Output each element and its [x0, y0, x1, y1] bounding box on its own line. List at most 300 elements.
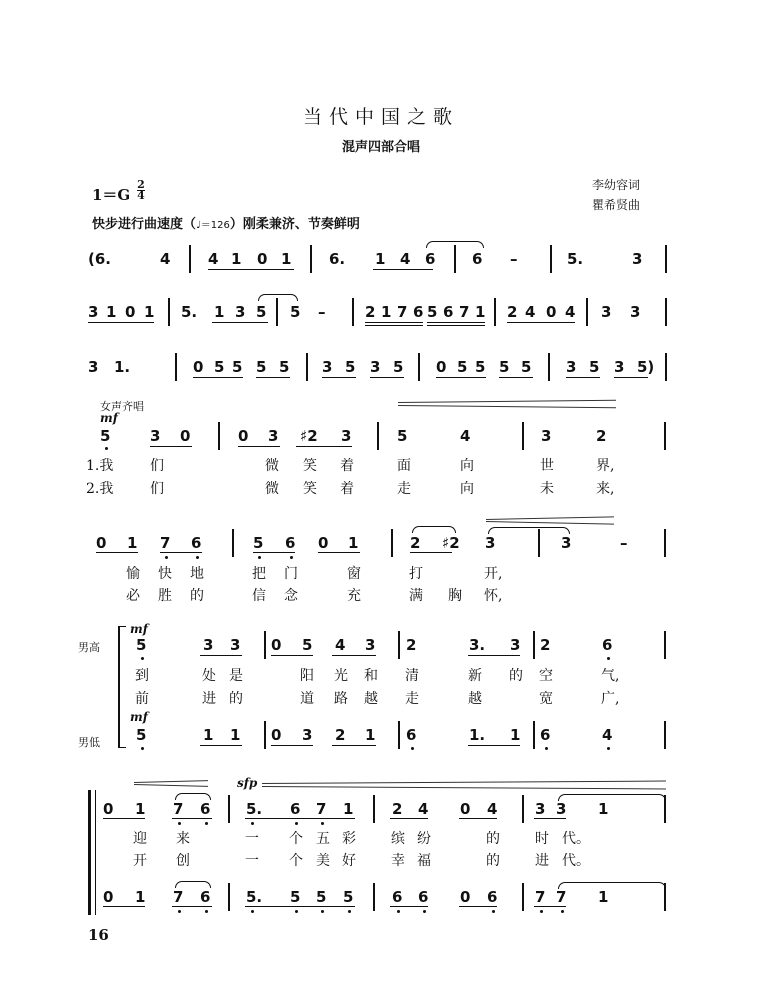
- barline: [218, 422, 220, 450]
- note: 5.: [567, 250, 584, 268]
- barline: [398, 721, 400, 749]
- note: 4: [208, 250, 219, 268]
- lyric: 向: [460, 458, 474, 474]
- lyric: 来,: [596, 481, 615, 497]
- note: 5: [475, 358, 486, 376]
- beam-line: [200, 745, 242, 746]
- note: 4: [400, 250, 411, 268]
- barline: [522, 883, 524, 911]
- note: 3: [535, 800, 546, 818]
- system-bracket-cap: [118, 626, 126, 627]
- note: 5: [316, 888, 327, 906]
- tie: [488, 527, 570, 534]
- note: 1: [230, 726, 241, 744]
- lyric: 越: [468, 691, 482, 707]
- note: 5: [136, 636, 147, 654]
- note: 2: [406, 636, 417, 654]
- note: 6: [472, 250, 483, 268]
- crescendo-hairpin: [398, 405, 616, 408]
- note: 0: [193, 358, 204, 376]
- note: 5.: [246, 800, 263, 818]
- lower-octave-dot: [348, 910, 351, 913]
- lyric: 必: [126, 588, 140, 604]
- note: 2: [410, 534, 421, 552]
- lyric: 处: [202, 668, 216, 684]
- lower-octave-dot: [295, 910, 298, 913]
- lyric: 幸: [391, 853, 405, 869]
- time-signature-bottom: 4: [137, 189, 145, 202]
- key-signature: 1＝G: [92, 186, 131, 204]
- note: 7: [459, 303, 470, 321]
- note: 5: [290, 888, 301, 906]
- lower-octave-dot: [105, 447, 108, 450]
- barline: [665, 298, 667, 326]
- note: 0: [271, 636, 282, 654]
- lyric: 缤: [391, 831, 405, 847]
- lower-octave-dot: [561, 910, 564, 913]
- lyricist-credit: 李幼容词: [592, 178, 641, 192]
- lyric: 的: [486, 853, 500, 869]
- barline: [168, 298, 170, 326]
- beam-line: [566, 377, 600, 378]
- barline: [264, 631, 266, 659]
- lyric: 世: [540, 458, 554, 474]
- note: 1: [203, 726, 214, 744]
- note: 6: [392, 888, 403, 906]
- lyric: 快: [158, 566, 172, 582]
- note: 0: [257, 250, 268, 268]
- lyric: 是: [229, 668, 243, 684]
- barline: [664, 721, 666, 749]
- lyric: 界,: [596, 458, 615, 474]
- page-number: 16: [88, 926, 109, 944]
- note: 3: [541, 427, 552, 445]
- lower-octave-dot: [141, 747, 144, 750]
- beam-line: [459, 818, 497, 819]
- barline: [189, 245, 191, 273]
- tie: [558, 882, 666, 889]
- lyric: 路: [334, 691, 348, 707]
- barline: [548, 353, 550, 381]
- note: 3: [614, 358, 625, 376]
- note: 0: [546, 303, 557, 321]
- slur: [175, 793, 211, 800]
- note: 7: [173, 888, 184, 906]
- tie: [558, 794, 666, 801]
- barline: [276, 298, 278, 326]
- note: 6: [487, 888, 498, 906]
- lyric: 五: [316, 831, 330, 847]
- beam-line: [271, 655, 313, 656]
- lyric: 个: [289, 853, 303, 869]
- lyric: 未: [540, 481, 554, 497]
- beam-line: [365, 322, 423, 323]
- lyric: 来: [176, 831, 190, 847]
- beam-line: [459, 906, 497, 907]
- lyric: 美: [316, 853, 330, 869]
- barline: [586, 298, 588, 326]
- note: 6: [290, 800, 301, 818]
- lyric: 念: [284, 588, 298, 604]
- note: 1: [365, 726, 376, 744]
- note: 5: [457, 358, 468, 376]
- note: 5: [343, 888, 354, 906]
- note: 1: [135, 888, 146, 906]
- lower-octave-dot: [411, 747, 414, 750]
- tempo-text-a: 快步进行曲速度（: [92, 217, 197, 232]
- lyric: 广,: [601, 691, 620, 707]
- lyric: 一: [245, 831, 259, 847]
- beam-line: [172, 906, 212, 907]
- beam-line: [390, 818, 428, 819]
- note: 1: [510, 726, 521, 744]
- lyric: 气,: [601, 668, 620, 684]
- lyric: 光: [334, 668, 348, 684]
- lower-octave-dot: [321, 910, 324, 913]
- note: 1: [214, 303, 225, 321]
- crescendo-hairpin: [398, 400, 616, 403]
- lower-octave-dot: [165, 556, 168, 559]
- lower-octave-dot: [540, 910, 543, 913]
- note: 5): [637, 358, 655, 376]
- note: 4: [335, 636, 346, 654]
- lyric: 清: [405, 668, 419, 684]
- beam-line: [238, 446, 280, 447]
- note: 5: [136, 726, 147, 744]
- barline: [665, 353, 667, 381]
- lyric: 开,: [484, 566, 503, 582]
- barline: [454, 245, 456, 273]
- barline: [228, 883, 230, 911]
- note: 2: [507, 303, 518, 321]
- note: 1: [475, 303, 486, 321]
- beam-line: [370, 377, 404, 378]
- note: 3: [302, 726, 313, 744]
- lyric: 进: [202, 691, 216, 707]
- note: 1: [375, 250, 386, 268]
- lower-octave-dot: [607, 657, 610, 660]
- dynamic-mf: mf: [100, 411, 118, 425]
- note: 6.: [329, 250, 346, 268]
- note: 3: [630, 303, 641, 321]
- lyric: 的: [509, 668, 523, 684]
- note: 0: [436, 358, 447, 376]
- lyric: 彩: [342, 831, 356, 847]
- note: 5: [100, 427, 111, 445]
- time-signature-top: 2: [137, 178, 145, 191]
- note: 3: [485, 534, 496, 552]
- time-signature: [137, 180, 145, 201]
- note: 3: [370, 358, 381, 376]
- note: 0: [271, 726, 282, 744]
- note: 7: [535, 888, 546, 906]
- note: 5: [499, 358, 510, 376]
- barline: [664, 631, 666, 659]
- note: 5: [589, 358, 600, 376]
- beam-line: [208, 269, 294, 270]
- crescendo-hairpin: [486, 516, 614, 520]
- beam-line: [96, 552, 138, 553]
- lyric: 信: [252, 588, 266, 604]
- barline: [494, 298, 496, 326]
- lyric: 道: [300, 691, 314, 707]
- crescendo-hairpin: [134, 784, 208, 787]
- beam-line: [468, 655, 520, 656]
- barline: [377, 422, 379, 450]
- lyric: 纷: [417, 831, 431, 847]
- tempo-text-b: ）刚柔兼济、节奏鲜明: [229, 217, 360, 232]
- system-bracket: [95, 790, 96, 915]
- note: 1: [127, 534, 138, 552]
- lyric: 充: [347, 588, 361, 604]
- lyric: 到: [135, 668, 149, 684]
- note: 4: [418, 800, 429, 818]
- lower-octave-dot: [251, 910, 254, 913]
- lower-octave-dot: [178, 822, 181, 825]
- lyric: 阳: [300, 668, 314, 684]
- beam-line: [427, 322, 485, 323]
- note: 4: [460, 427, 471, 445]
- note: 4: [565, 303, 576, 321]
- system-bracket-cap: [118, 747, 126, 748]
- barline: [352, 298, 354, 326]
- composer-credit: 瞿希贤曲: [592, 198, 641, 212]
- lyric: 时: [535, 831, 549, 847]
- slur: [175, 881, 211, 888]
- lyric: 的: [190, 588, 204, 604]
- note: 1: [348, 534, 359, 552]
- lyric: 满: [409, 588, 423, 604]
- note: 3: [365, 636, 376, 654]
- note: 1.: [469, 726, 486, 744]
- lower-octave-dot: [178, 910, 181, 913]
- lyric: 进: [535, 853, 549, 869]
- lyric: 胸: [448, 588, 462, 604]
- lyric: 福: [417, 853, 431, 869]
- lyric: 宽: [539, 691, 553, 707]
- beam-line: [253, 552, 295, 553]
- note: 3.: [469, 636, 486, 654]
- beam-line: [427, 325, 485, 326]
- lyric: 的: [486, 831, 500, 847]
- lyric: 微: [265, 458, 279, 474]
- tie: [258, 294, 298, 301]
- note: 0: [103, 800, 114, 818]
- note: 1.: [114, 358, 131, 376]
- beam-line: [160, 552, 202, 553]
- note: 3: [88, 358, 99, 376]
- lyric: 着: [340, 458, 354, 474]
- slur: [412, 526, 456, 533]
- note: 4: [160, 250, 171, 268]
- beam-line: [318, 552, 360, 553]
- note: 1: [381, 303, 392, 321]
- barline: [306, 353, 308, 381]
- lyric: 1.我: [86, 458, 114, 474]
- lyric: 微: [265, 481, 279, 497]
- lyric: 窗: [347, 566, 361, 582]
- dynamic-mf: mf: [130, 622, 148, 636]
- note: 3: [632, 250, 643, 268]
- lower-octave-dot: [607, 747, 610, 750]
- note: 6: [443, 303, 454, 321]
- note: 6: [200, 888, 211, 906]
- note: 5.: [181, 303, 198, 321]
- note: 0: [180, 427, 191, 445]
- barline: [522, 422, 524, 450]
- note: 6: [425, 250, 436, 268]
- lyric: 走: [405, 691, 419, 707]
- note: 2: [365, 303, 376, 321]
- note: 0: [238, 427, 249, 445]
- lyric: 愉: [126, 566, 140, 582]
- tempo-marking: [92, 213, 360, 232]
- note: 3: [341, 427, 352, 445]
- lyric: 打: [409, 566, 423, 582]
- lyric: 向: [460, 481, 474, 497]
- lyric: 好: [342, 853, 356, 869]
- note: 6: [285, 534, 296, 552]
- beam-line: [271, 745, 313, 746]
- lyric: 把: [252, 566, 266, 582]
- note: 3: [601, 303, 612, 321]
- crescendo-hairpin: [134, 780, 208, 783]
- lower-octave-dot: [545, 747, 548, 750]
- system-bracket: [118, 626, 120, 748]
- note: 2: [596, 427, 607, 445]
- note: 3: [150, 427, 161, 445]
- barline: [232, 529, 234, 557]
- note: 6: [200, 800, 211, 818]
- lower-octave-dot: [251, 822, 254, 825]
- beam-line: [365, 325, 423, 326]
- note: 5: [427, 303, 438, 321]
- lyric: 门: [284, 566, 298, 582]
- lyric: 空: [539, 668, 553, 684]
- note: 3: [88, 303, 99, 321]
- barline: [664, 422, 666, 450]
- lower-octave-dot: [492, 910, 495, 913]
- lyric: 创: [176, 853, 190, 869]
- note: 1: [231, 250, 242, 268]
- note: 4: [487, 800, 498, 818]
- beam-line: [200, 655, 242, 656]
- note: 7: [173, 800, 184, 818]
- lower-octave-dot: [290, 556, 293, 559]
- lower-octave-dot: [205, 822, 208, 825]
- barline: [398, 631, 400, 659]
- note: 6: [413, 303, 424, 321]
- lower-octave-dot: [141, 657, 144, 660]
- note: 0: [318, 534, 329, 552]
- note: 7: [160, 534, 171, 552]
- lyric: 2.我: [86, 481, 114, 497]
- note: 7: [556, 888, 567, 906]
- lower-octave-dot: [423, 910, 426, 913]
- barline: [228, 795, 230, 823]
- lyric: 走: [397, 481, 411, 497]
- beam-line: [256, 377, 290, 378]
- lyric: 们: [150, 481, 164, 497]
- note: 7: [397, 303, 408, 321]
- lyric: 笑: [303, 458, 317, 474]
- beam-line: [468, 745, 520, 746]
- note: 3: [556, 800, 567, 818]
- beam-line: [534, 906, 566, 907]
- lower-octave-dot: [295, 822, 298, 825]
- lower-octave-dot: [258, 556, 261, 559]
- lyric: 怀,: [484, 588, 503, 604]
- lyric: 代。: [562, 831, 590, 847]
- note: 0: [103, 888, 114, 906]
- beam-line: [322, 377, 356, 378]
- note: (6.: [88, 250, 111, 268]
- note: –: [620, 534, 628, 552]
- note: ♯2: [300, 427, 318, 445]
- beam-line: [150, 446, 192, 447]
- beam-line: [245, 818, 355, 819]
- note: 6: [540, 726, 551, 744]
- barline: [373, 883, 375, 911]
- barline: [175, 353, 177, 381]
- crescendo-hairpin: [262, 786, 666, 789]
- note: –: [318, 303, 326, 321]
- note: 3: [322, 358, 333, 376]
- note: 4: [525, 303, 536, 321]
- part-label-male-low: 男低: [78, 736, 100, 749]
- song-subtitle: 混声四部合唱: [341, 140, 420, 155]
- barline: [533, 721, 535, 749]
- note: 7: [316, 800, 327, 818]
- note: 4: [602, 726, 613, 744]
- lyric: 地: [190, 566, 204, 582]
- note: 3: [230, 636, 241, 654]
- note: 5: [521, 358, 532, 376]
- part-label-female: 女声齐唱: [100, 400, 144, 413]
- lyric: 着: [340, 481, 354, 497]
- beam-line: [103, 818, 145, 819]
- lyric: 迎: [133, 831, 147, 847]
- note: 5: [290, 303, 301, 321]
- barline: [373, 795, 375, 823]
- note: 3: [203, 636, 214, 654]
- barline: [665, 245, 667, 273]
- note: 2: [540, 636, 551, 654]
- note: 5: [345, 358, 356, 376]
- barline: [391, 529, 393, 557]
- lyric: 的: [229, 691, 243, 707]
- note: 1: [135, 800, 146, 818]
- lyric: 前: [135, 691, 149, 707]
- beam-line: [410, 552, 452, 553]
- lyric: 开: [133, 853, 147, 869]
- note: 3: [561, 534, 572, 552]
- lyric: 代。: [562, 853, 590, 869]
- lower-octave-dot: [397, 910, 400, 913]
- tie: [426, 241, 484, 248]
- note: 6: [406, 726, 417, 744]
- barline: [418, 353, 420, 381]
- note: 5: [253, 534, 264, 552]
- lyric: 们: [150, 458, 164, 474]
- note: 5: [232, 358, 243, 376]
- note: ♯2: [442, 534, 460, 552]
- barline: [550, 245, 552, 273]
- song-title: 当代中国之歌: [302, 106, 459, 128]
- note: 5: [279, 358, 290, 376]
- lyric: 胜: [158, 588, 172, 604]
- note: 1: [281, 250, 292, 268]
